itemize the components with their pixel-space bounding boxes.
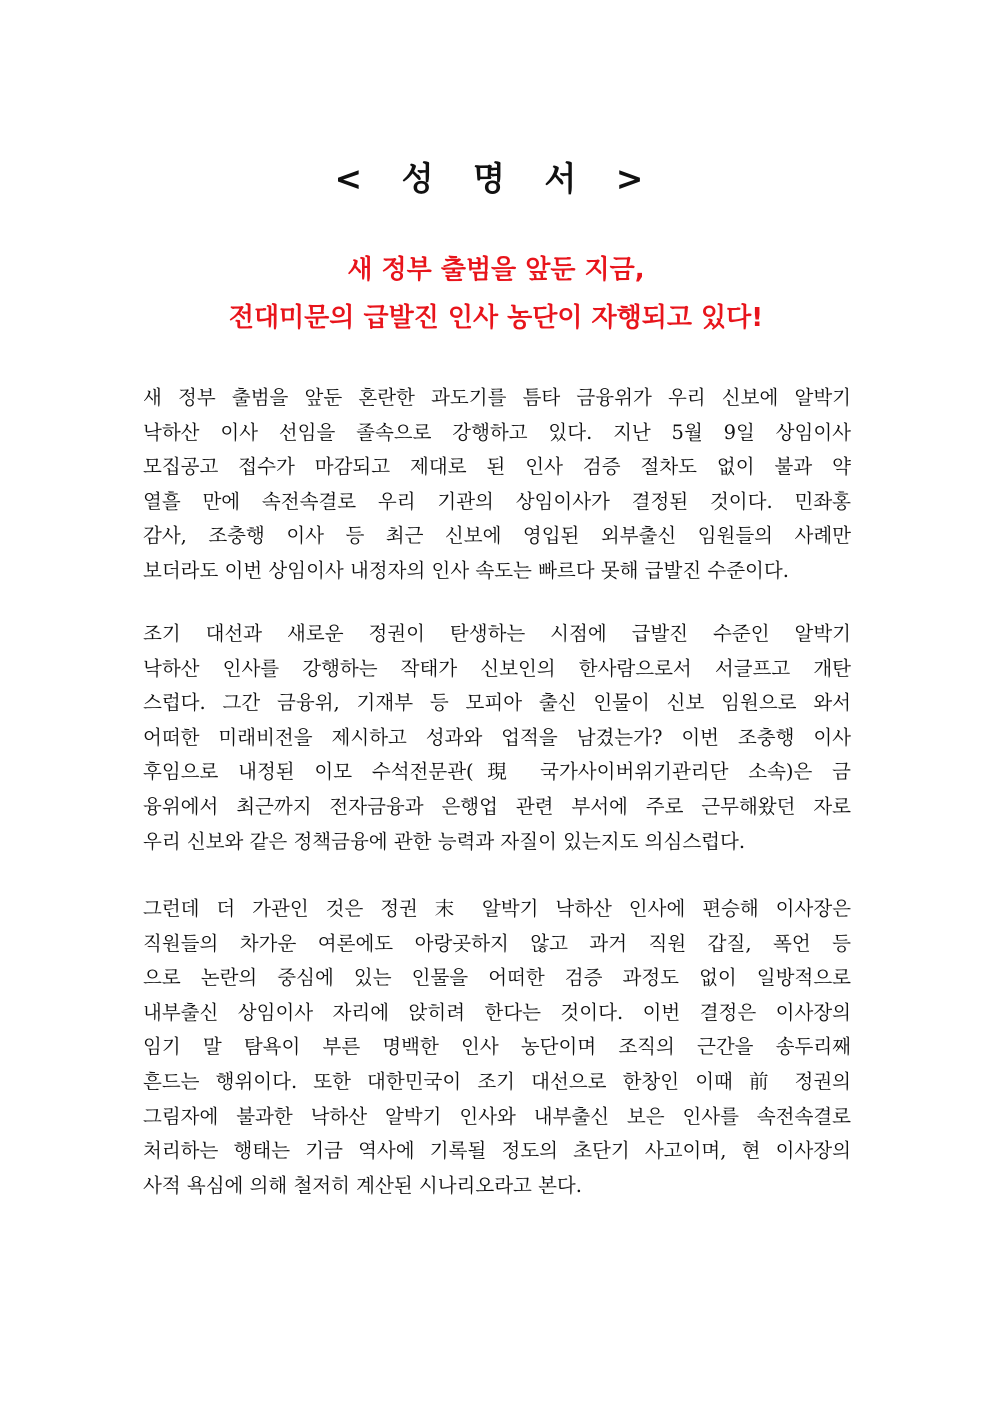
paragraph bbox=[143, 617, 851, 859]
paragraph-line: 우리 신보와 같은 정책금융에 관한 능력과 자질이 있는지도 의심스럽다. bbox=[143, 829, 746, 853]
paragraph-line: 감사, 조충행 이사 등 최근 신보에 영입된 외부출신 임원들의 사례만 bbox=[143, 524, 851, 548]
paragraph-line: 낙하산 인사를 강행하는 작태가 신보인의 한사람으로서 서글프고 개탄 bbox=[143, 656, 851, 680]
paragraph-line: 모집공고 접수가 마감되고 제대로 된 인사 검증 절차도 없이 불과 약 bbox=[143, 455, 851, 479]
paragraph-line: 보더라도 이번 상임이사 내정자의 인사 속도는 빠르다 못해 급발진 수준이다. bbox=[143, 558, 789, 582]
paragraph-line: 흔드는 행위이다. 또한 대한민국이 조기 대선으로 한창인 이때 前 정권의 bbox=[143, 1069, 851, 1093]
paragraph bbox=[143, 381, 851, 589]
paragraph-line: 으로 논란의 중심에 있는 인물을 어떠한 검증 과정도 없이 일방적으로 bbox=[143, 966, 851, 990]
paragraph-line: 처리하는 행태는 기금 역사에 기록될 정도의 초단기 사고이며, 현 이사장의 bbox=[143, 1139, 851, 1163]
paragraph-line: 그런데 더 가관인 것은 정권 末 알박기 낙하산 인사에 편승해 이사장은 bbox=[143, 897, 851, 920]
paragraph-line: 스럽다. 그간 금융위, 기재부 등 모피아 출신 인물이 신보 임원으로 와서 bbox=[143, 691, 851, 715]
paragraph-line: 사적 욕심에 의해 철저히 계산된 시나리오라고 본다. bbox=[143, 1173, 582, 1197]
paragraph-line: 열흘 만에 속전속결로 우리 기관의 상임이사가 결정된 것이다. 민좌홍 bbox=[143, 489, 851, 513]
paragraph-line: 임기 말 탐욕이 부른 명백한 인사 농단이며 조직의 근간을 송두리째 bbox=[143, 1035, 851, 1059]
headline-line: 전대미문의 급발진 인사 농단이 자행되고 있다! bbox=[228, 303, 764, 333]
headline-line: 새 정부 출범을 앞둔 지금, bbox=[347, 255, 645, 285]
paragraph-line: 그림자에 불과한 낙하산 알박기 인사와 내부출신 보은 인사를 속전속결로 bbox=[143, 1104, 851, 1128]
paragraph-line: 직원들의 차가운 여론에도 아랑곳하지 않고 과거 직원 갑질, 폭언 등 bbox=[143, 931, 851, 955]
paragraph-line: 새 정부 출범을 앞둔 혼란한 과도기를 틈타 금융위가 우리 신보에 알박기 bbox=[143, 386, 851, 409]
paragraph-line: 후임으로 내정된 이모 수석전문관(現 국가사이버위기관리단 소속)은 금 bbox=[143, 760, 851, 784]
document-title: < 성 명 서 > bbox=[334, 159, 658, 198]
paragraph-line: 내부출신 상임이사 자리에 앉히려 한다는 것이다. 이번 결정은 이사장의 bbox=[143, 1000, 851, 1024]
paragraph-line: 어떠한 미래비전을 제시하고 성과와 업적을 남겼는가? 이번 조충행 이사 bbox=[143, 725, 851, 749]
paragraph-line: 융위에서 최근까지 전자금융과 은행업 관련 부서에 주로 근무해왔던 자로 bbox=[143, 794, 851, 818]
paragraph-line: 낙하산 이사 선임을 졸속으로 강행하고 있다. 지난 5월 9일 상임이사 bbox=[143, 420, 851, 444]
paragraph-line: 조기 대선과 새로운 정권이 탄생하는 시점에 급발진 수준인 알박기 bbox=[143, 622, 851, 645]
paragraph bbox=[143, 892, 851, 1203]
headline bbox=[0, 246, 992, 342]
